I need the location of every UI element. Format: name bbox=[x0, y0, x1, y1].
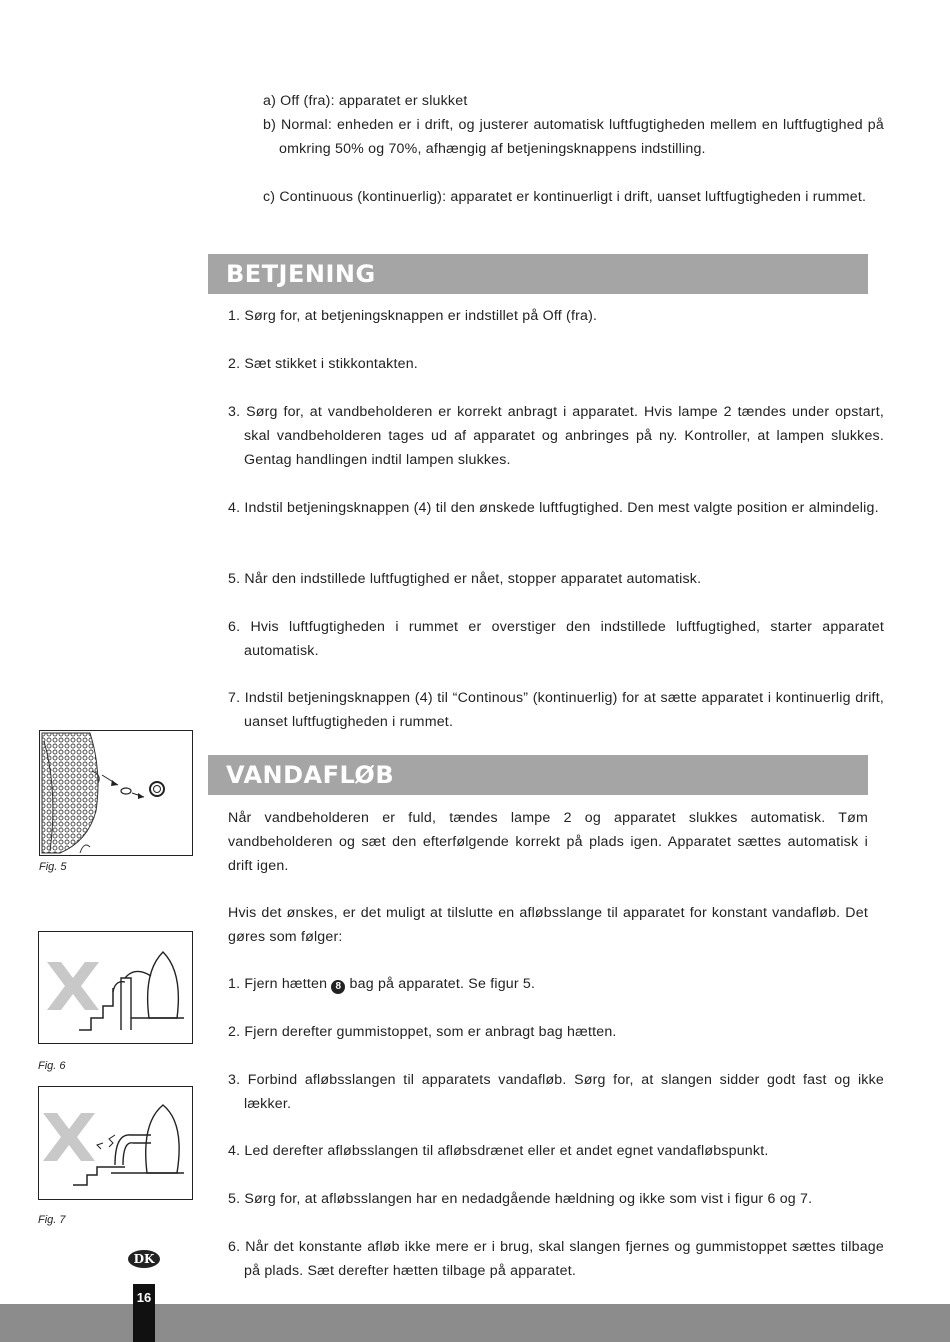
intro-item-b: b) Normal: enheden er i drift, og justerer automatisk luftfugtigheden mellem en luftfugtighed på omkring 50% og 70%, afhængig af betjeningsknappens indstilling. bbox=[263, 117, 884, 157]
incorrect-hose-diagram-icon bbox=[39, 932, 192, 1043]
page-number: 16 bbox=[133, 1284, 155, 1342]
betjening-step-5: 5. Når den indstillede luftfugtighed er nået, stopper apparatet automatisk. bbox=[228, 571, 702, 587]
betjening-step-7: 7. Indstil betjeningsknappen (4) til “Continous” (kontinuerlig) for at sætte apparatet i kontinuerlig drift, uanset luftfugtigheden i rummet. bbox=[228, 690, 884, 730]
vandaflob-heading: VANDAFLØB bbox=[226, 761, 395, 789]
intro-item-c: c) Continuous (kontinuerlig): apparatet er kontinuerligt i drift, uanset luftfugtigheden i rummet. bbox=[263, 189, 867, 205]
vandaflob-step-5: 5. Sørg for, at afløbsslangen har en nedadgående hældning og ikke som vist i figur 6 og 7. bbox=[228, 1191, 813, 1207]
betjening-step-4: 4. Indstil betjeningsknappen (4) til den ønskede luftfugtighed. Den mest valgte position er almindelig. bbox=[228, 500, 879, 516]
vandaflob-step-3: 3. Forbind afløbsslangen til apparatets vandafløb. Sørg for, at slangen sidder godt fast og ikke lækker. bbox=[228, 1072, 884, 1112]
figure-6-illustration bbox=[38, 931, 193, 1044]
language-badge: DK bbox=[128, 1250, 160, 1268]
figure-5-label: Fig. 5 bbox=[39, 861, 67, 873]
betjening-step-6: 6. Hvis luftfugtigheden i rummet er overstiger den indstillede luftfugtighed, starter apparatet automatisk. bbox=[228, 619, 884, 659]
part-number-badge: 8 bbox=[331, 980, 345, 994]
figure-5-illustration bbox=[39, 730, 193, 856]
intro-item-a: a) Off (fra): apparatet er slukket bbox=[263, 93, 468, 109]
vandaflob-step-1 bbox=[228, 972, 868, 996]
figure-6-label: Fig. 6 bbox=[38, 1060, 66, 1072]
betjening-heading-band bbox=[208, 254, 868, 294]
vandaflob-paragraph-2: Hvis det ønskes, er det muligt at tilslutte en afløbsslange til apparatet for konstant vandafløb. Det gøres som følger: bbox=[228, 905, 868, 945]
step-1-text-end: bag på apparatet. Se figur 5. bbox=[349, 976, 536, 992]
vandaflob-heading-band bbox=[208, 755, 868, 795]
vandaflob-step-4: 4. Led derefter afløbsslangen til afløbsdrænet eller et andet egnet vandafløbspunkt. bbox=[228, 1143, 769, 1159]
betjening-step-3: 3. Sørg for, at vandbeholderen er korrekt anbragt i apparatet. Hvis lampe 2 tændes under opstart, skal vandbeholderen tages ud af apparatet og anbringes på ny. Kontroller, at lampen slukkes. Gentag handlingen indtil lampen slukkes. bbox=[228, 404, 884, 468]
drain-cap-diagram-icon bbox=[40, 731, 192, 855]
figure-7-illustration bbox=[38, 1086, 193, 1200]
betjening-step-2: 2. Sæt stikket i stikkontakten. bbox=[228, 356, 418, 372]
step-1-text-start: 1. Fjern hætten bbox=[228, 976, 328, 992]
vandaflob-step-2: 2. Fjern derefter gummistoppet, som er anbragt bag hætten. bbox=[228, 1024, 617, 1040]
betjening-step-1: 1. Sørg for, at betjeningsknappen er indstillet på Off (fra). bbox=[228, 308, 598, 324]
vandaflob-paragraph-1: Når vandbeholderen er fuld, tændes lampe 2 og apparatet slukkes automatisk. Tøm vandbeholderen og sæt den efterfølgende korrekt på plads igen. Apparatet sættes automatisk i drift igen. bbox=[228, 810, 868, 874]
betjening-heading: BETJENING bbox=[226, 260, 376, 288]
figure-7-label: Fig. 7 bbox=[38, 1214, 66, 1226]
vandaflob-step-6: 6. Når det konstante afløb ikke mere er i brug, skal slangen fjernes og gummistoppet sættes tilbage på plads. Sæt derefter hætten tilbage på apparatet. bbox=[228, 1239, 884, 1279]
incorrect-hose-diagram-icon bbox=[39, 1087, 192, 1199]
